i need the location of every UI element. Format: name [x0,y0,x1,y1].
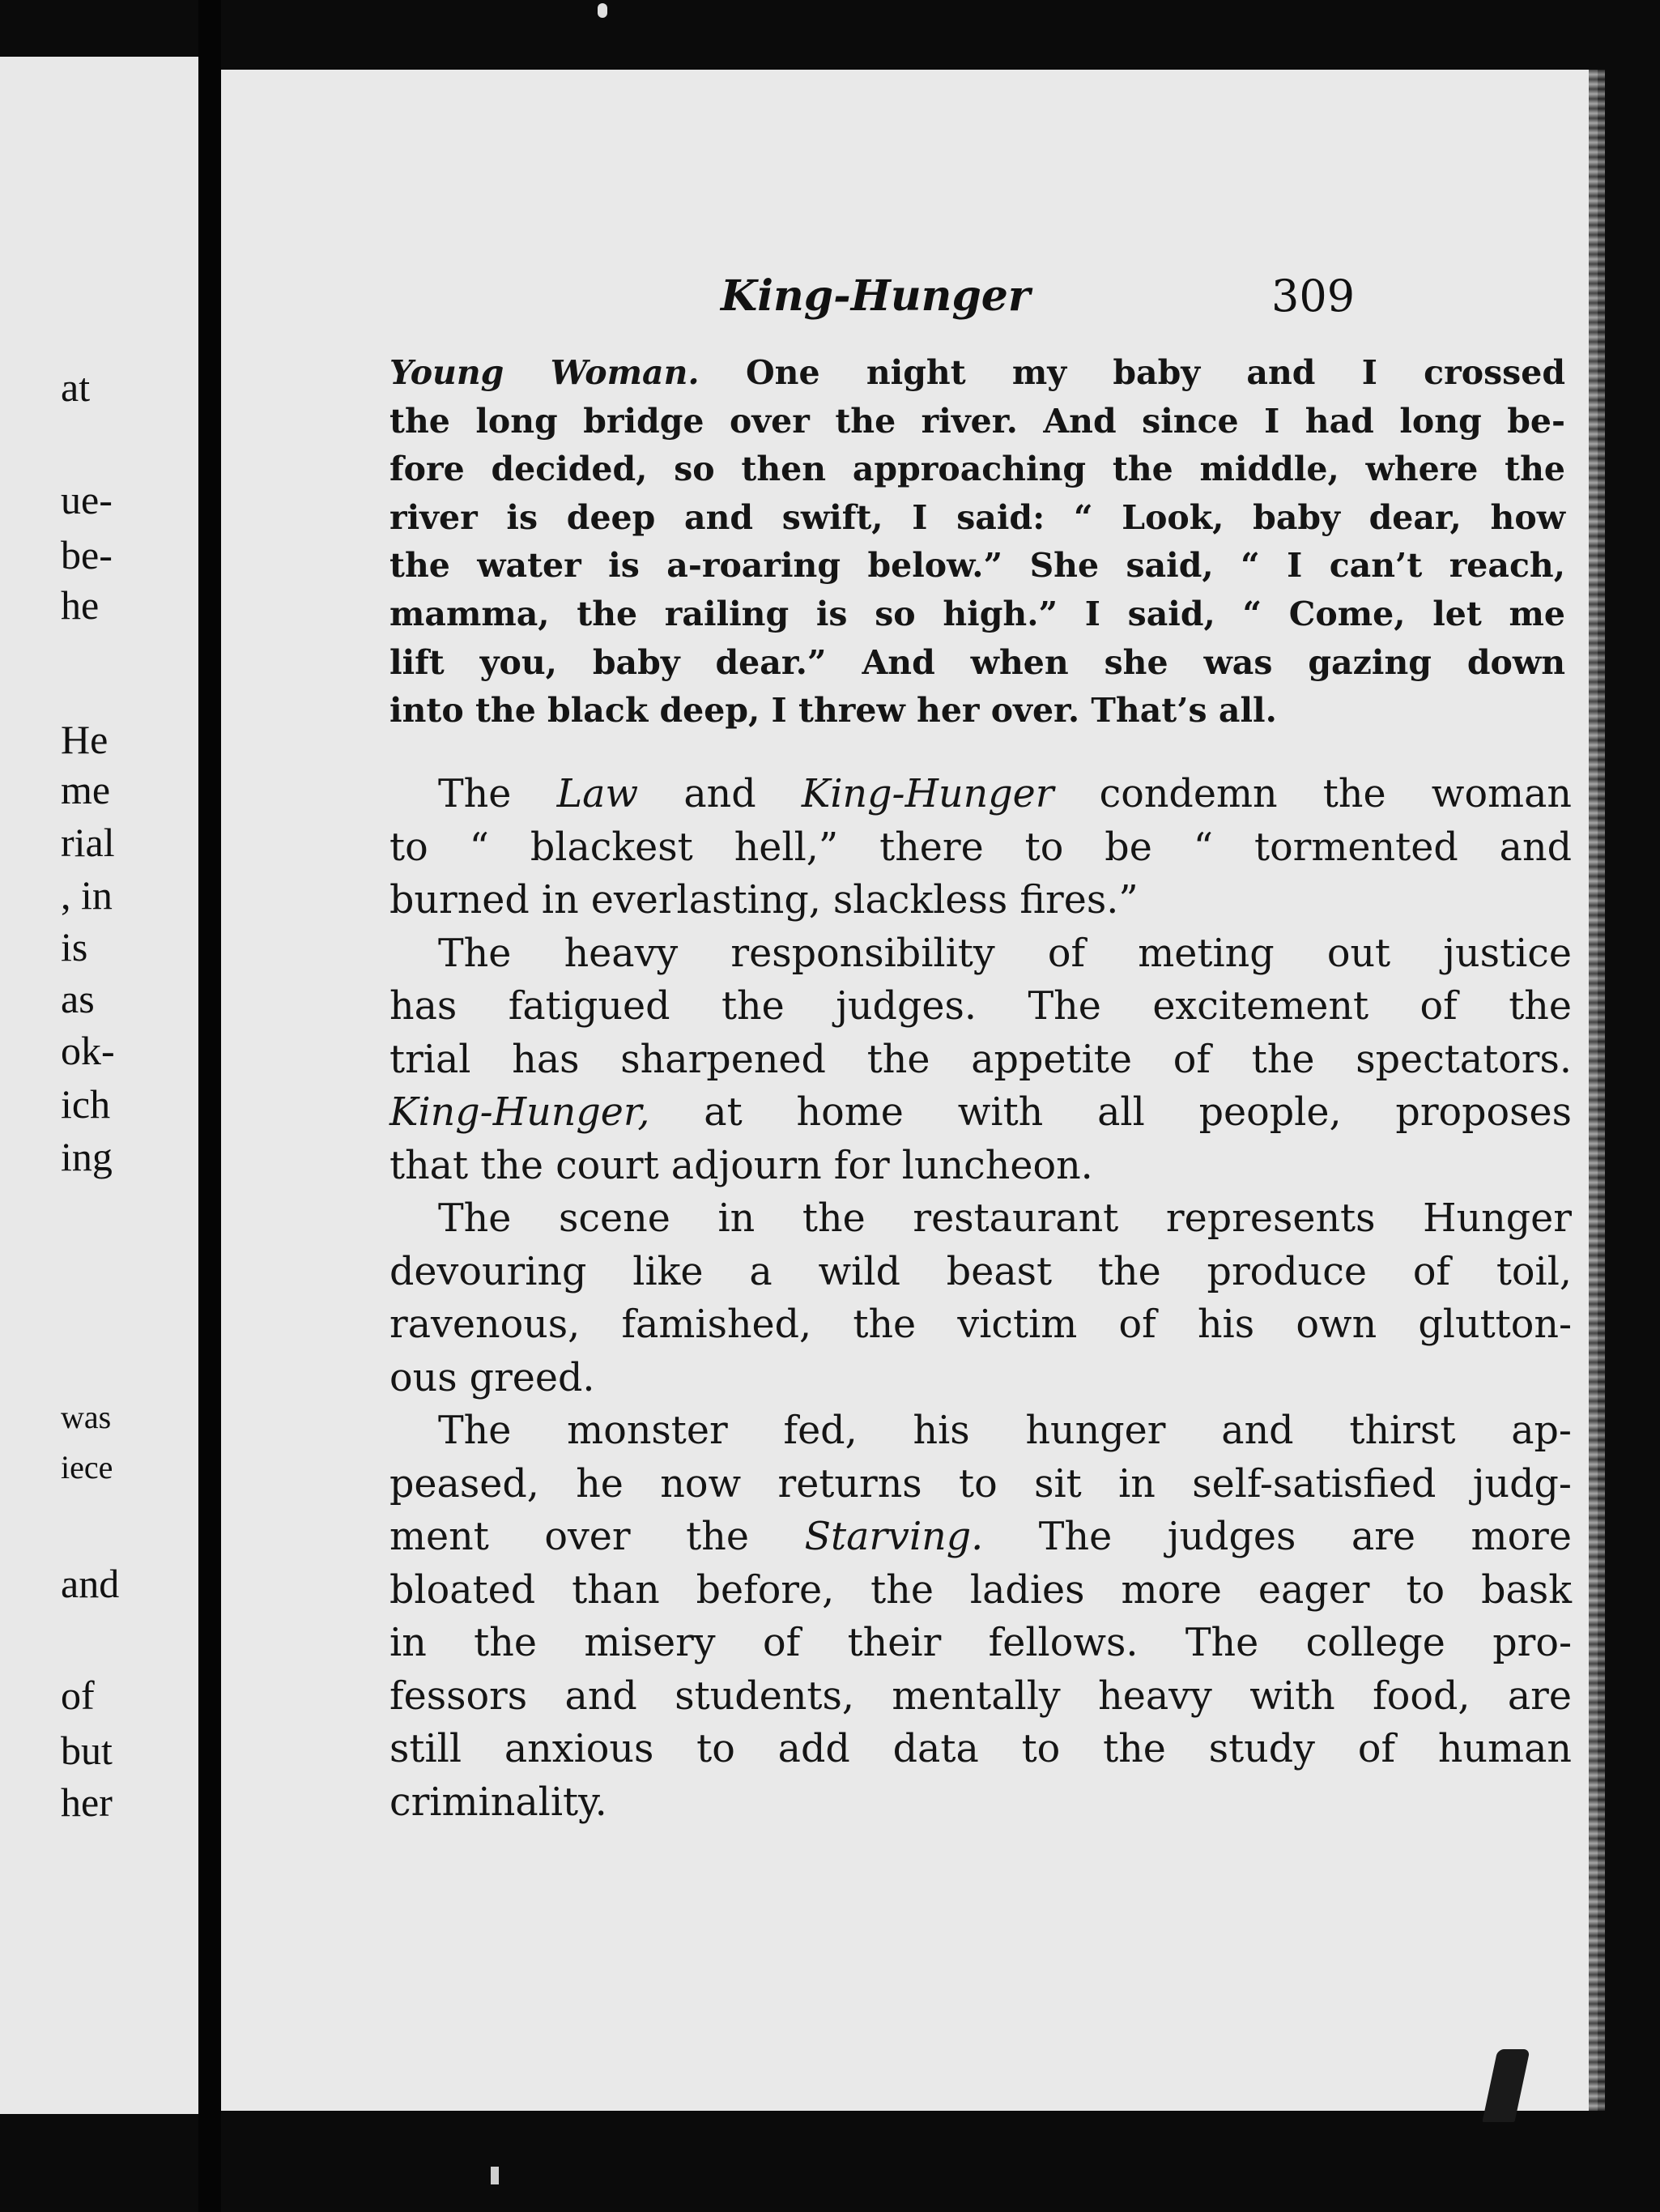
left-page-text: her [61,1779,113,1825]
italic-term: Starving. [804,1515,984,1559]
paragraph-line: burned in everlasting, slackless fires.” [389,878,1139,923]
narration-text [389,768,1572,1829]
italic-term: King-Hunger [801,772,1054,816]
text-run: and [638,772,802,816]
text-run: at home with all people, proposes [649,1090,1572,1135]
left-page-text: but [61,1728,113,1773]
paragraph-line: peased, he now returns to sit in self-satisfied judg- [389,1461,1572,1507]
speaker-name: Young Woman. [389,353,700,392]
left-page-fragment [0,57,198,2114]
page-edge-shadow [1589,70,1605,2111]
paragraph-line [389,768,1572,821]
paragraph-line: trial has sharpened the appetite of the spectators. [389,1037,1572,1082]
dialogue-line: mamma, the railing is so high.” I said, “ Come, let me [389,594,1565,633]
dialogue-line: the long bridge over the river. And since I had long be- [389,401,1565,441]
left-page-text: of [61,1673,95,1718]
left-page-text: is [61,924,88,970]
left-page-text: he [61,582,100,628]
dialogue-block [389,349,1565,735]
dialogue-line: lift you, baby dear.” And when she was gazing down [389,642,1565,682]
left-page-text: ok- [61,1028,115,1073]
paragraph-line: that the court adjourn for luncheon. [389,1143,1093,1188]
text-run: The [438,772,557,816]
dialogue-line: river is deep and swift, I said: “ Look, baby dear, how [389,497,1565,537]
paragraph-line: ravenous, famished, the victim of his own glutton- [389,1302,1572,1347]
left-page-text: He [61,717,109,762]
chapter-title: King-Hunger [721,271,1031,321]
left-page-text: me [61,767,111,812]
left-page-text: was [61,1399,112,1435]
paragraph-line: still anxious to add data to the study of human [389,1727,1572,1771]
paragraph-line: devouring like a wild beast the produce of toil, [389,1249,1572,1294]
paragraph-line: to “ blackest hell,” there to be “ tormented and [389,825,1572,870]
text-run: ment over the [389,1515,805,1559]
left-page-text: be- [61,532,113,578]
paragraph-line [389,1511,1572,1564]
scan-speck [491,2167,499,2184]
running-head [221,256,1598,337]
paragraph-line: in the misery of their fellows. The college pro- [389,1621,1572,1665]
text-run: condemn the woman [1053,772,1572,816]
left-page-text: and [61,1561,120,1606]
dialogue-line: into the black deep, I threw her over. That’s all. [389,691,1277,731]
dialogue-line: the water is a-roaring below.” She said, “ I can’t reach, [389,546,1565,586]
scan-speck [598,3,607,18]
paragraph-line: has fatigued the judges. The excitement of the [389,984,1572,1029]
dialogue-text: One night my baby and I crossed [745,353,1565,392]
paragraph-line: ous greed. [389,1355,595,1400]
italic-term: King-Hunger, [389,1090,650,1135]
book-page [221,70,1598,2111]
left-page-text: ing [61,1134,113,1179]
paragraph-line: The monster fed, his hunger and thirst ap- [438,1409,1572,1453]
dialogue-line [389,349,1565,398]
dialogue-line: fore decided, so then approaching the middle, where the [389,450,1565,489]
paragraph-line [389,1086,1572,1140]
left-page-text: at [61,364,91,410]
left-page-text: ich [61,1081,111,1127]
page-number: 309 [1271,271,1356,322]
paragraph-line: The scene in the restaurant represents Hunger [438,1196,1572,1241]
paragraph-line: fessors and students, mentally heavy with food, are [389,1673,1572,1719]
text-run: The judges are more [983,1515,1572,1559]
book-gutter [198,0,221,2212]
italic-term: Law [556,772,639,816]
left-page-text: iece [61,1449,113,1485]
paragraph-line: The heavy responsibility of meting out justice [438,931,1572,976]
left-page-text: as [61,976,95,1021]
paragraph-line: bloated than before, the ladies more eager to bask [389,1567,1572,1613]
paragraph-line: criminality. [389,1779,607,1825]
left-page-text: rial [61,820,115,865]
left-page-text: ue- [61,477,113,522]
left-page-text: , in [61,872,113,918]
